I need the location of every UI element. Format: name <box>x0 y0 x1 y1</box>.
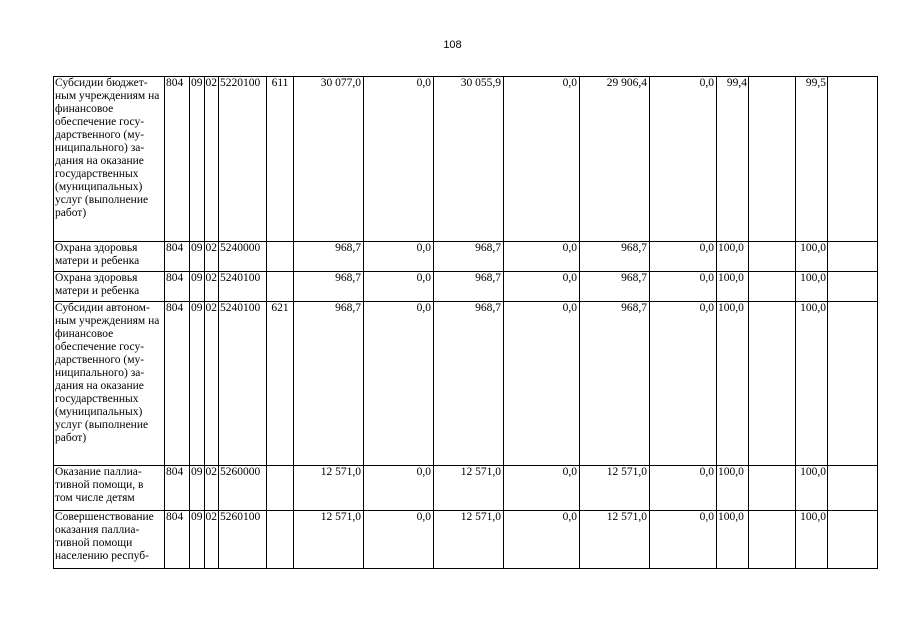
value-executed-extra: 0,0 <box>650 466 717 511</box>
value-planned: 968,7 <box>434 242 504 272</box>
table-row <box>54 466 878 511</box>
value-approved-extra: 0,0 <box>364 272 434 302</box>
code-expense-type <box>267 466 294 511</box>
value-planned-extra: 0,0 <box>504 466 580 511</box>
value-executed-extra: 0,0 <box>650 302 717 466</box>
code-ministry: 804 <box>165 466 190 511</box>
table-row <box>54 77 878 242</box>
value-executed-extra: 0,0 <box>650 511 717 569</box>
value-planned: 30 055,9 <box>434 77 504 242</box>
value-executed-extra: 0,0 <box>650 272 717 302</box>
code-ministry: 804 <box>165 511 190 569</box>
empty-cell <box>749 466 796 511</box>
code-section: 09 <box>190 242 205 272</box>
code-section: 09 <box>190 466 205 511</box>
value-approved-extra: 0,0 <box>364 77 434 242</box>
percent-1: 99,4 <box>717 77 749 242</box>
empty-cell <box>749 242 796 272</box>
page-number: 108 <box>443 39 462 51</box>
value-planned: 968,7 <box>434 302 504 466</box>
value-planned: 12 571,0 <box>434 466 504 511</box>
table-row <box>54 242 878 272</box>
table-row <box>54 272 878 302</box>
value-planned-extra: 0,0 <box>504 242 580 272</box>
value-approved: 30 077,0 <box>294 77 364 242</box>
value-approved: 968,7 <box>294 242 364 272</box>
value-planned-extra: 0,0 <box>504 302 580 466</box>
percent-1: 100,0 <box>717 272 749 302</box>
value-executed: 968,7 <box>580 272 650 302</box>
code-target: 5260100 <box>219 511 267 569</box>
value-executed: 968,7 <box>580 302 650 466</box>
code-target: 5240100 <box>219 302 267 466</box>
code-ministry: 804 <box>165 302 190 466</box>
table-row <box>54 302 878 466</box>
value-executed: 968,7 <box>580 242 650 272</box>
value-executed: 12 571,0 <box>580 511 650 569</box>
value-approved-extra: 0,0 <box>364 511 434 569</box>
code-ministry: 804 <box>165 272 190 302</box>
code-subsection: 02 <box>204 511 219 569</box>
value-planned-extra: 0,0 <box>504 77 580 242</box>
code-subsection: 02 <box>204 466 219 511</box>
budget-table <box>53 76 878 569</box>
row-name: Оказание паллиа-тивной помощи, в том числе детям <box>54 466 165 511</box>
row-name: Совершенствование оказания паллиа-тивной помощи населению респуб- <box>54 511 165 569</box>
code-target: 5260000 <box>219 466 267 511</box>
table-row <box>54 511 878 569</box>
row-name: Субсидии бюджет-ным учреждениям на финансовое обеспечение госу-дарственного (му-ниципального) за-дания на оказание государственных (муниципальных) услуг (выполнение работ) <box>54 77 165 242</box>
percent-2: 100,0 <box>796 272 828 302</box>
empty-cell <box>828 77 878 242</box>
empty-cell <box>828 302 878 466</box>
code-subsection: 02 <box>204 77 219 242</box>
empty-cell <box>828 511 878 569</box>
empty-cell <box>828 272 878 302</box>
empty-cell <box>828 242 878 272</box>
value-executed-extra: 0,0 <box>650 77 717 242</box>
code-expense-type <box>267 272 294 302</box>
value-approved-extra: 0,0 <box>364 242 434 272</box>
percent-2: 100,0 <box>796 466 828 511</box>
code-expense-type <box>267 511 294 569</box>
code-subsection: 02 <box>204 242 219 272</box>
value-approved: 12 571,0 <box>294 466 364 511</box>
row-name: Охрана здоровья матери и ребенка <box>54 242 165 272</box>
percent-2: 99,5 <box>796 77 828 242</box>
value-approved: 968,7 <box>294 302 364 466</box>
row-name: Охрана здоровья матери и ребенка <box>54 272 165 302</box>
value-planned: 12 571,0 <box>434 511 504 569</box>
code-target: 5220100 <box>219 77 267 242</box>
percent-1: 100,0 <box>717 242 749 272</box>
code-expense-type: 621 <box>267 302 294 466</box>
code-ministry: 804 <box>165 242 190 272</box>
percent-1: 100,0 <box>717 511 749 569</box>
empty-cell <box>749 77 796 242</box>
code-expense-type: 611 <box>267 77 294 242</box>
value-planned-extra: 0,0 <box>504 272 580 302</box>
code-target: 5240000 <box>219 242 267 272</box>
empty-cell <box>828 466 878 511</box>
percent-2: 100,0 <box>796 242 828 272</box>
value-approved: 12 571,0 <box>294 511 364 569</box>
code-subsection: 02 <box>204 302 219 466</box>
value-approved: 968,7 <box>294 272 364 302</box>
empty-cell <box>749 302 796 466</box>
percent-1: 100,0 <box>717 466 749 511</box>
value-planned: 968,7 <box>434 272 504 302</box>
code-section: 09 <box>190 77 205 242</box>
value-executed: 12 571,0 <box>580 466 650 511</box>
empty-cell <box>749 272 796 302</box>
code-section: 09 <box>190 272 205 302</box>
value-approved-extra: 0,0 <box>364 302 434 466</box>
percent-1: 100,0 <box>717 302 749 466</box>
value-planned-extra: 0,0 <box>504 511 580 569</box>
code-subsection: 02 <box>204 272 219 302</box>
percent-2: 100,0 <box>796 302 828 466</box>
row-name: Субсидии автоном-ным учреждениям на финансовое обеспечение госу-дарственного (му-ниципального) за-дания на оказание государственных (муниципальных) услуг (выполнение работ) <box>54 302 165 466</box>
empty-cell <box>749 511 796 569</box>
code-section: 09 <box>190 302 205 466</box>
code-target: 5240100 <box>219 272 267 302</box>
value-executed-extra: 0,0 <box>650 242 717 272</box>
code-expense-type <box>267 242 294 272</box>
code-ministry: 804 <box>165 77 190 242</box>
code-section: 09 <box>190 511 205 569</box>
value-executed: 29 906,4 <box>580 77 650 242</box>
percent-2: 100,0 <box>796 511 828 569</box>
value-approved-extra: 0,0 <box>364 466 434 511</box>
